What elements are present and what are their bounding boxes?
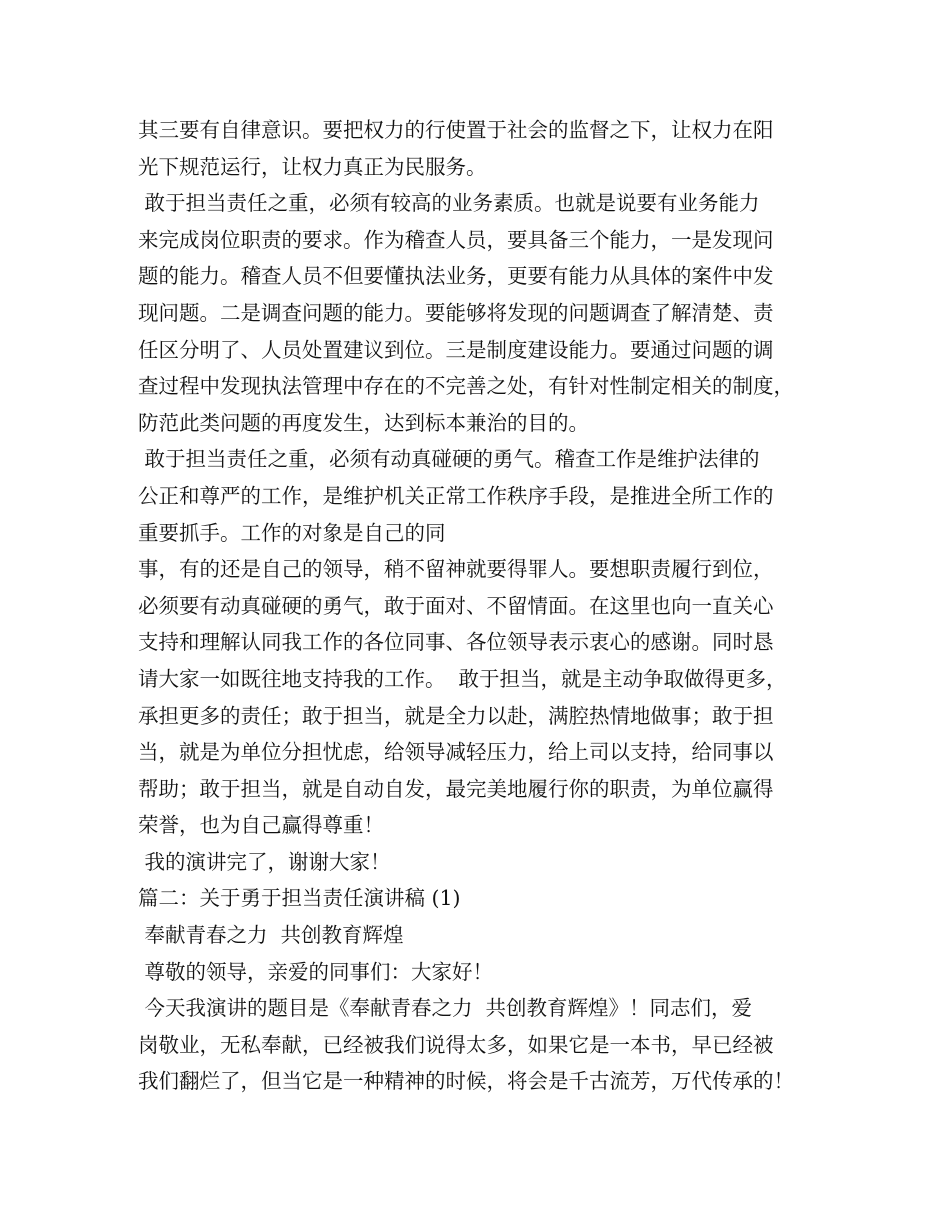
- text-line: 来完成岗位职责的要求。作为稽查人员，要具备三个能力，一是发现问: [138, 227, 774, 252]
- text-line: 查过程中发现执法管理中存在的不完善之处，有针对性制定相关的制度，: [138, 374, 794, 399]
- speech-title: 奉献青春之力 共创教育辉煌: [138, 923, 404, 948]
- greeting-line: 尊敬的领导，亲爱的同事们：大家好！: [138, 959, 494, 984]
- text-line: 必须要有动真碰硬的勇气，敢于面对、不留情面。在这里也向一直关心: [138, 593, 774, 618]
- text-line: 重要抓手。工作的对象是自己的同: [138, 520, 446, 545]
- text-line: 现问题。二是调查问题的能力。要能够将发现的问题调查了解清楚、责: [138, 300, 774, 325]
- text-line: 公正和尊严的工作，是维护机关正常工作秩序手段，是推进全所工作的: [138, 483, 774, 508]
- text-line: 防范此类问题的再度发生，达到标本兼治的目的。: [138, 410, 589, 435]
- text-line: 当，就是为单位分担忧虑，给领导减轻压力，给上司以支持，给同事以: [138, 740, 774, 765]
- text-line: 题的能力。稽查人员不但要懂执法业务，更要有能力从具体的案件中发: [138, 264, 774, 289]
- text-line: 今天我演讲的题目是《奉献青春之力 共创教育辉煌》！同志们，爱: [138, 996, 753, 1021]
- text-line: 承担更多的责任；敢于担当，就是全力以赴，满腔热情地做事；敢于担: [138, 703, 774, 728]
- text-line: 光下规范运行，让权力真正为民服务。: [138, 154, 487, 179]
- section-heading: 篇二：关于勇于担当责任演讲稿 (1): [138, 886, 461, 911]
- text-line: 敢于担当责任之重，必须有动真碰硬的勇气。稽查工作是维护法律的: [138, 447, 760, 472]
- body-text: [138, 112, 838, 1100]
- text-line: 任区分明了、人员处置建议到位。三是制度建设能力。要通过问题的调: [138, 337, 774, 362]
- text-line: 支持和理解认同我工作的各位同事、各位领导表示衷心的感谢。同时恳: [138, 630, 774, 655]
- text-line: 荣誉，也为自己赢得尊重！: [138, 813, 384, 838]
- text-line: 其三要有自律意识。要把权力的行使置于社会的监督之下，让权力在阳: [138, 118, 774, 142]
- text-line: 我们翻烂了，但当它是一种精神的时候，将会是千古流芳，万代传承的！: [138, 1069, 794, 1094]
- text-line: 敢于担当责任之重，必须有较高的业务素质。也就是说要有业务能力: [138, 191, 760, 216]
- text-line: 帮助；敢于担当，就是自动自发，最完美地履行你的职责，为单位赢得: [138, 776, 774, 801]
- text-line: 岗敬业，无私奉献，已经被我们说得太多，如果它是一本书，早已经被: [138, 1032, 774, 1057]
- text-line: 我的演讲完了，谢谢大家！: [138, 849, 391, 874]
- text-line: 事，有的还是自己的领导，稍不留神就要得罪人。要想职责履行到位，: [138, 557, 774, 582]
- text-line: 请大家一如既往地支持我的工作。 敢于担当，就是主动争取做得更多，: [138, 666, 787, 691]
